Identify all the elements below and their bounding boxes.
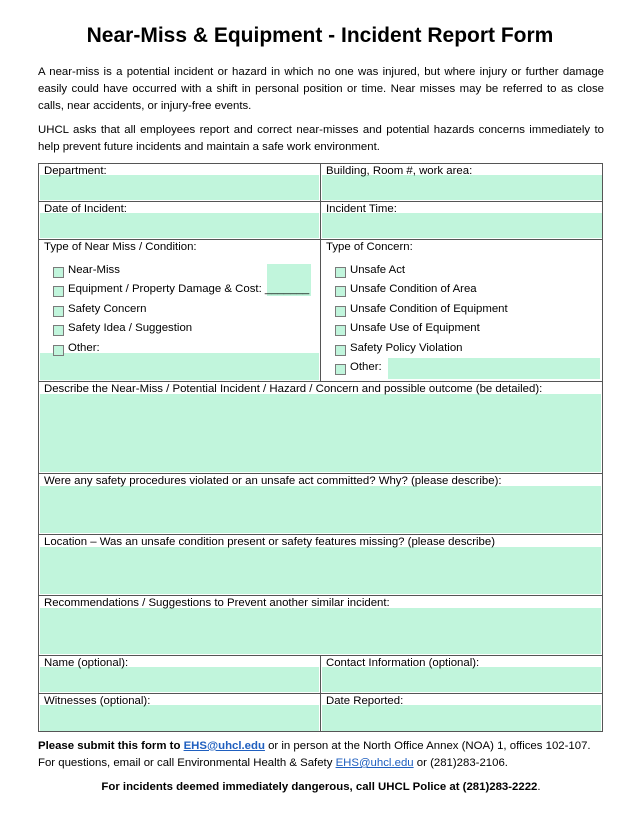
equipment-damage-option-label: Equipment / Property Damage & Cost: _______ xyxy=(68,283,310,295)
concern-other-label: Other: xyxy=(350,361,382,373)
contact-label: Contact Information (optional): xyxy=(326,657,480,669)
type-near-miss-label: Type of Near Miss / Condition: xyxy=(44,241,197,253)
procedures-field[interactable] xyxy=(40,486,601,533)
ehs-email-link-2[interactable]: EHS@uhcl.edu xyxy=(335,757,414,769)
submit-instructions xyxy=(38,738,604,772)
safety-concern-option-label: Safety Concern xyxy=(68,303,147,315)
incident-time-field[interactable] xyxy=(322,213,602,238)
procedures-label: Were any safety procedures violated or an unsafe act committed? Why? (please describe): xyxy=(44,475,502,487)
column-divider xyxy=(320,655,321,732)
department-label: Department: xyxy=(44,165,107,177)
near-miss-checkbox[interactable] xyxy=(53,267,64,278)
unsafe-act-checkbox[interactable] xyxy=(335,267,346,278)
concern-other-checkbox[interactable] xyxy=(335,364,346,375)
unsafe-area-checkbox[interactable] xyxy=(335,286,346,297)
unsafe-use-checkbox[interactable] xyxy=(335,325,346,336)
incident-time-label: Incident Time: xyxy=(326,203,397,215)
intro-paragraph-1: A near-miss is a potential incident or hazard in which no one was injured, but where injury or further damage easily could have occurred with a shift in personal position or time. Near misses may be referred to as close calls, near accidents, or injury-free events. xyxy=(38,66,604,112)
location-label: Location – Was an unsafe condition present or safety features missing? (please describe) xyxy=(44,536,496,548)
row-divider xyxy=(39,534,602,535)
emergency-notice xyxy=(38,779,604,796)
emergency-text: For incidents deemed immediately dangerous, call UHCL Police at (281)283-2222 xyxy=(101,781,538,793)
form-title: Near-Miss & Equipment - Incident Report Form xyxy=(86,24,554,47)
ehs-email-link[interactable]: EHS@uhcl.edu xyxy=(183,740,265,752)
near-miss-option-label: Near-Miss xyxy=(68,264,120,276)
near-miss-other-field[interactable] xyxy=(40,353,319,380)
witnesses-label: Witnesses (optional): xyxy=(44,695,151,707)
emergency-period: . xyxy=(537,781,541,793)
incident-form xyxy=(38,163,603,732)
date-reported-field[interactable] xyxy=(322,705,601,731)
date-of-incident-field[interactable] xyxy=(40,213,319,238)
unsafe-area-label: Unsafe Condition of Area xyxy=(350,283,477,295)
safety-concern-checkbox[interactable] xyxy=(53,306,64,317)
describe-label: Describe the Near-Miss / Potential Incident / Hazard / Concern and possible outcome (be detailed): xyxy=(44,383,543,395)
equipment-damage-checkbox[interactable] xyxy=(53,286,64,297)
near-miss-other-label: Other: xyxy=(68,342,100,354)
unsafe-equipment-label: Unsafe Condition of Equipment xyxy=(350,303,508,315)
date-of-incident-label: Date of Incident: xyxy=(44,203,127,215)
department-field[interactable] xyxy=(40,175,319,200)
policy-violation-label: Safety Policy Violation xyxy=(350,342,463,354)
recommendations-field[interactable] xyxy=(40,608,601,654)
name-label: Name (optional): xyxy=(44,657,129,669)
describe-field[interactable] xyxy=(40,394,601,472)
witnesses-field[interactable] xyxy=(40,705,319,731)
near-miss-other-checkbox[interactable] xyxy=(53,345,64,356)
building-label: Building, Room #, work area: xyxy=(326,165,473,177)
row-divider xyxy=(39,595,602,596)
date-reported-label: Date Reported: xyxy=(326,695,404,707)
concern-other-field[interactable] xyxy=(388,358,600,379)
name-field[interactable] xyxy=(40,667,319,692)
recommendations-label: Recommendations / Suggestions to Prevent another similar incident: xyxy=(44,597,390,609)
row-divider xyxy=(39,473,602,474)
intro-paragraph-2: UHCL asks that all employees report and correct near-misses and potential hazards concerns immediately to help prevent future incidents and maintain a safe work environment. xyxy=(38,124,604,153)
policy-violation-checkbox[interactable] xyxy=(335,345,346,356)
safety-idea-checkbox[interactable] xyxy=(53,325,64,336)
building-field[interactable] xyxy=(322,175,602,200)
submit-intro: Please submit this form to xyxy=(38,740,184,752)
unsafe-equipment-checkbox[interactable] xyxy=(335,306,346,317)
type-concern-label: Type of Concern: xyxy=(326,241,413,253)
unsafe-use-label: Unsafe Use of Equipment xyxy=(350,322,480,334)
unsafe-act-label: Unsafe Act xyxy=(350,264,406,276)
safety-idea-option-label: Safety Idea / Suggestion xyxy=(68,322,193,334)
row-divider xyxy=(39,381,602,382)
submit-details: or in person at the North Office Annex (NOA) 1, offices 102-107. For questions, email or call Environmental Health & Safety xyxy=(38,740,591,769)
location-field[interactable] xyxy=(40,547,601,594)
column-divider xyxy=(320,164,321,381)
submit-phone: or (281)283-2106. xyxy=(413,757,508,769)
contact-field[interactable] xyxy=(322,667,601,692)
